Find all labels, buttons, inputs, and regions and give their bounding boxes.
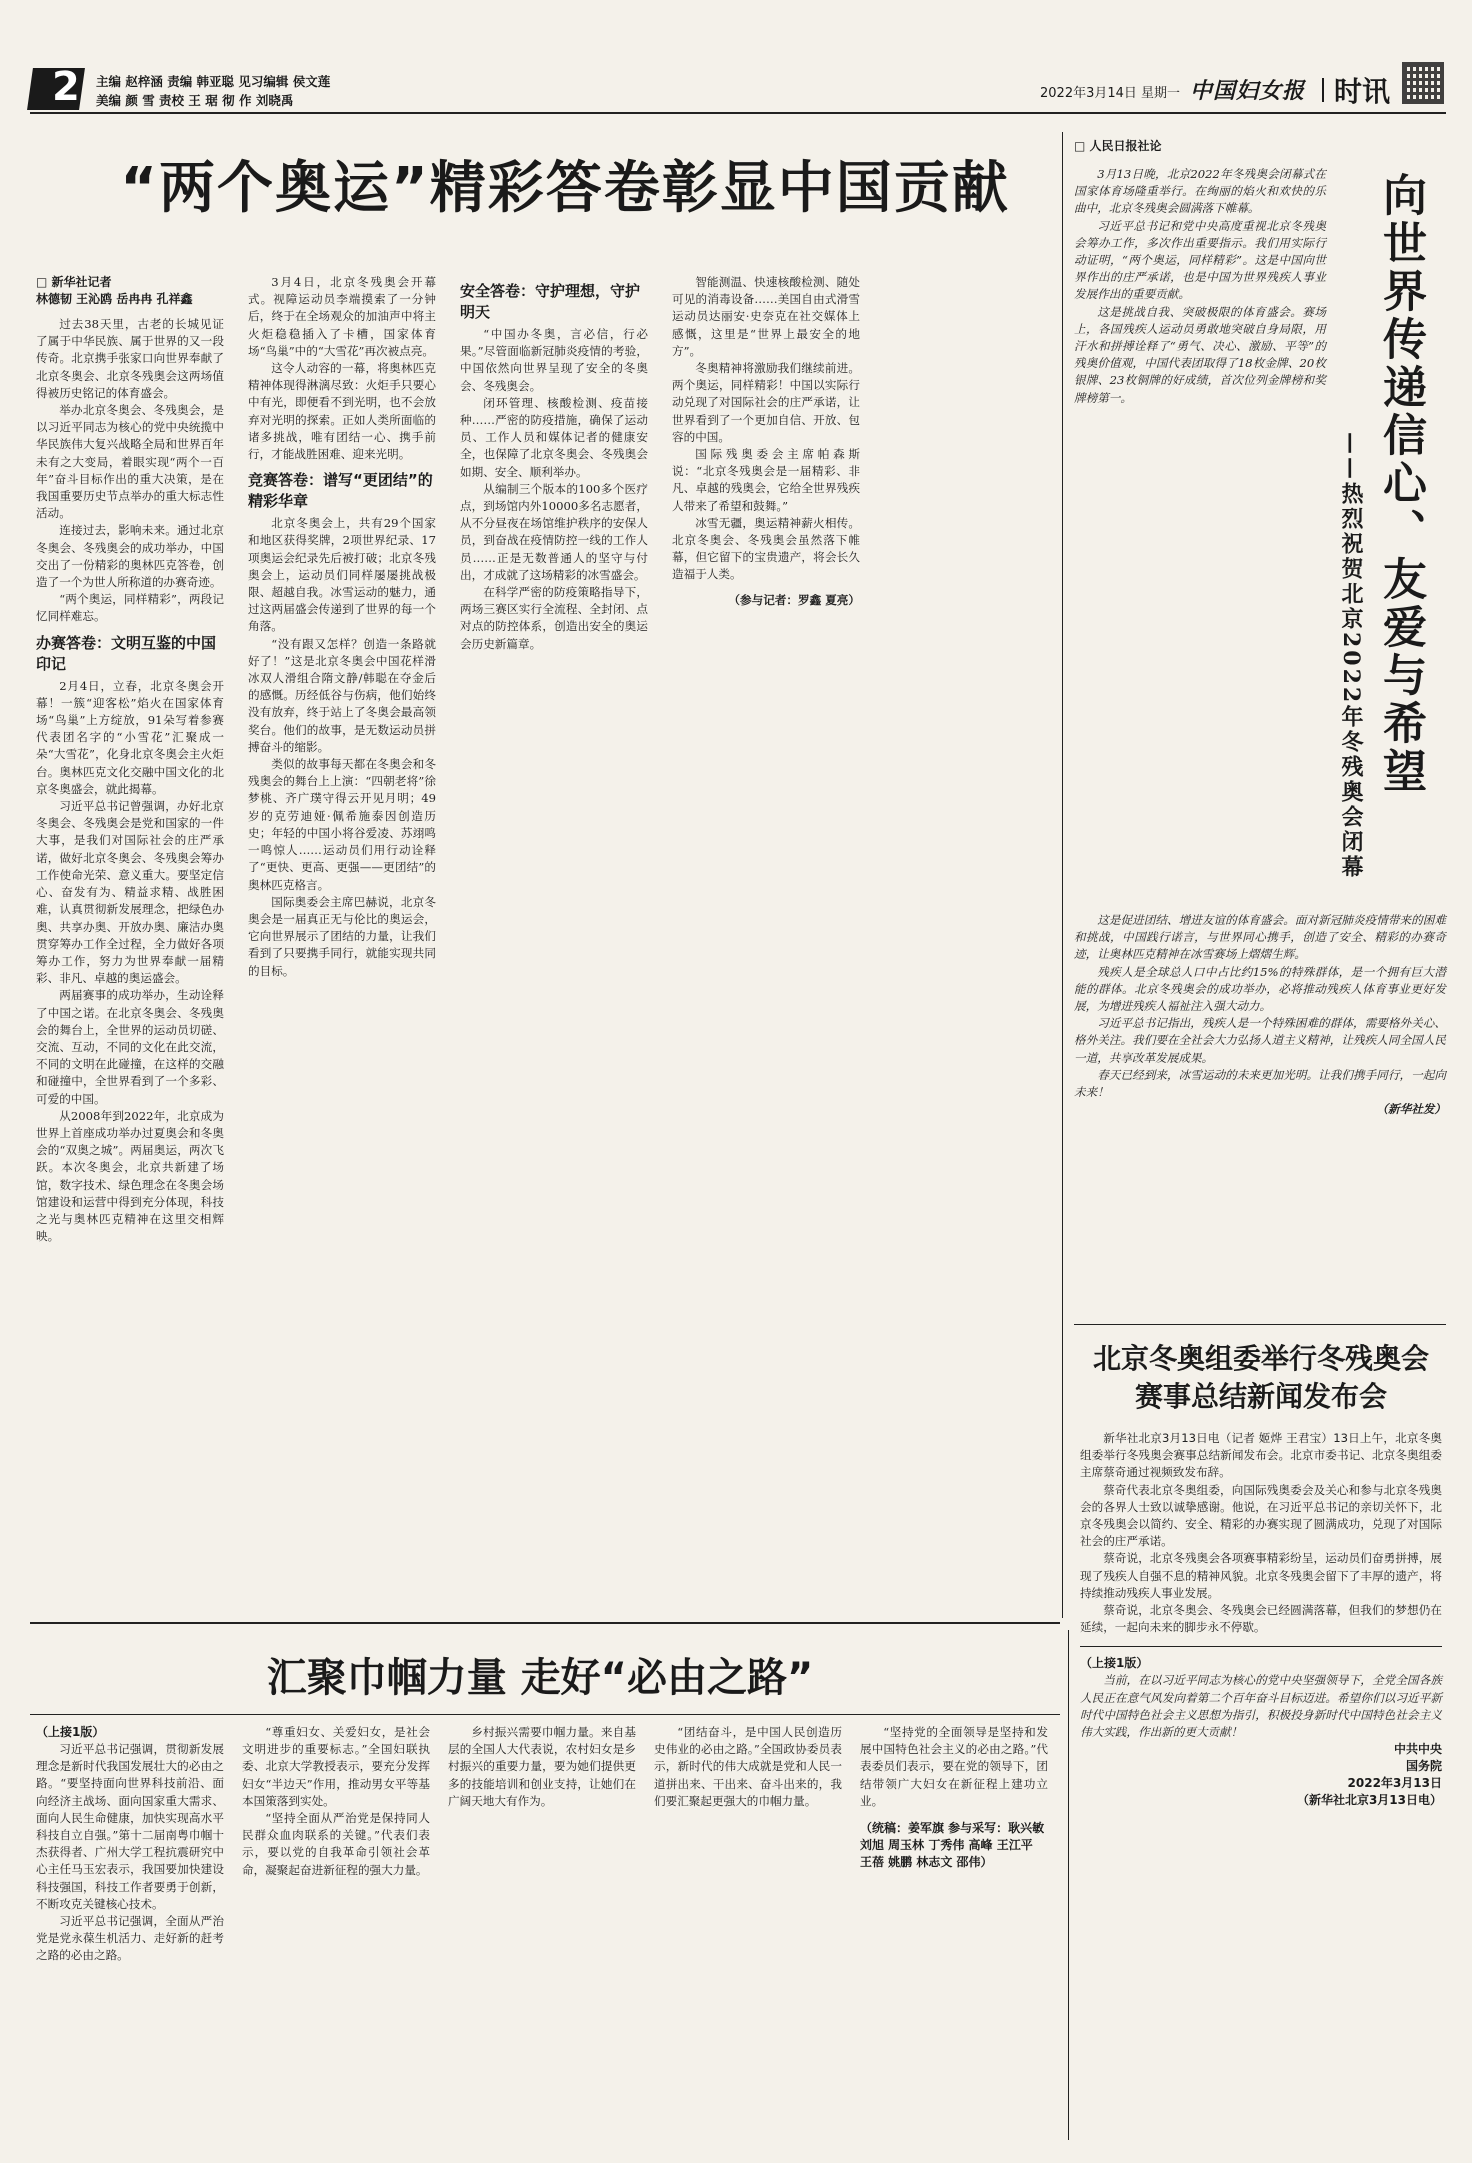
main-para: 冰雪无疆，奥运精神薪火相传。北京冬奥会、冬残奥会虽然落下帷幕，但它留下的宝贵遗产，将会长久造福于人类。 [672, 515, 860, 582]
main-para: 3月4日，北京冬残奥会开幕式。视障运动员李端摸索了一分钟后，终于在全场观众的加油声中将主火炬稳稳插入了卡槽，国家体育场“鸟巢”中的“大雪花”再次被点亮。 [248, 275, 436, 358]
editorial-title: 向世界传递信心、友爱与希望 [1375, 172, 1426, 796]
page-header [0, 0, 1472, 112]
editorial-subtitle: ——热烈祝贺北京2022年冬残奥会闭幕 [1338, 432, 1364, 881]
main-para: 过去38天里，古老的长城见证了属于中华民族、属于世界的又一段传奇。北京携手张家口向世界奉献了北京冬奥会、北京冬残奥会这两场值得被历史铭记的体育盛会。 [36, 317, 224, 400]
main-para: 国际奥委会主席巴赫说，北京冬奥会是一届真正无与伦比的奥运会，它向世界展示了团结的力量，让我们看到了只要携手同行，就能实现共同的目标。 [248, 894, 436, 978]
main-para: “中国办冬奥，言必信，行必果。”尽管面临新冠肺炎疫情的考验，中国依然向世界呈现了安全的冬奥会、冬残奥会。 [460, 327, 648, 393]
main-para: 从编制三个版本的100多个医疗点，到场馆内外10000多名志愿者，从不分昼夜在场馆维护秩序的安保人员，到奋战在疫情防控一线的工作人员……正是无数普通人的坚守与付出，才成就了这场精彩的冰雪盛会。 [460, 481, 648, 582]
bottom-para: “尊重妇女、关爱妇女，是社会文明进步的重要标志。”全国妇联执委、北京大学教授表示，要充分发挥妇女“半边天”作用，推动男女平等基本国策落到实处。 [242, 1725, 430, 1808]
editorial [1074, 132, 1446, 1322]
main-article [36, 274, 1076, 1590]
lower-column-divider [1068, 1630, 1069, 2140]
main-para: 智能测温、快速核酸检测、随处可见的消毒设备……美国自由式滑雪运动员达丽安·史奈克在社交媒体上感慨，这里是“世界上最安全的地方”。 [672, 275, 860, 358]
letter-signer-2: 国务院 [1405, 1759, 1442, 1774]
section-name: 时讯 [1334, 75, 1391, 108]
main-col-3 [460, 274, 648, 653]
bottom-headline: 汇聚巾帼力量 走好“必由之路” [266, 1655, 814, 1701]
editorial-para: 习近平总书记和党中央高度重视北京冬残奥会筹办工作，多次作出重要指示。我们用实际行动证明，“两个奥运，同样精彩”。这是中国向世界作出的庄严承诺，也是中国为世界残疾人事业发展作出的重要贡献。 [1074, 218, 1326, 302]
editorial-bottom-rule [1074, 1324, 1446, 1325]
press-conf-lead: 新华社北京3月13日电（记者 姬烨 王君宝）13日上午，北京冬奥组委举行冬残奥会赛事总结新闻发布会。北京市委书记、北京冬奥组委主席蔡奇通过视频致发布辞。 [1080, 1431, 1442, 1480]
main-para: 这令人动容的一幕，将奥林匹克精神体现得淋漓尽致：火炬手只要心中有光，即便看不到光明，也不会放弃对光明的探索。正如人类所面临的诸多挑战，唯有团结一心、携手前行，才能战胜困难、迎来光明。 [248, 361, 436, 462]
column-divider [1062, 132, 1063, 1618]
bottom-headline-rule [30, 1714, 1060, 1715]
main-para: 闭环管理、核酸检测、疫苗接种……严密的防疫措施，确保了运动员、工作人员和媒体记者的健康安全，也保障了北京冬奥会、冬残奥会如期、安全、顺利举办。 [460, 395, 648, 479]
press-conf-para: 蔡奇代表北京冬奥组委，向国际残奥委会及关心和参与北京冬残奥会的各界人士致以诚挚感谢。他说，在习近平总书记的亲切关怀下，北京冬残奥会以简约、安全、精彩的办赛实现了圆满成功，兑现了对国际社会的庄严承诺。 [1080, 1482, 1442, 1549]
bottom-col-4 [654, 1724, 842, 1810]
press-conf-title: 北京冬奥组委举行冬残奥会赛事总结新闻发布会 [1092, 1342, 1429, 1413]
main-para: 北京冬奥会上，共有29个国家和地区获得奖牌，2项世界纪录、17项奥运会纪录先后被打破；北京冬残奥会上，运动员们同样屡屡挑战极限、超越自我。冰雪运动的魅力，通过这两届盛会传递到了世界的每一个角落。 [248, 516, 436, 634]
main-para: “没有跟又怎样？创造一条路就好了！”这是北京冬奥会中国花样滑冰双人滑组合隋文静/韩聪在夺金后的感慨。历经低谷与伤病，他们始终没有放弃，终于站上了冬奥会最高领奖台。他们的故事，是无数运动员拼搏奋斗的缩影。 [248, 636, 436, 754]
main-para: 2月4日，立春，北京冬奥会开幕！一簇“迎客松”焰火在国家体育场“鸟巢”上方绽放，91朵写着参赛代表团名字的“小雪花”汇聚成一朵“大雪花”，化身北京冬奥会主火炬台。奥林匹克文化交融中国文化的北京冬奥盛会，就此揭幕。 [36, 678, 224, 796]
press-conf-divider [1080, 1646, 1442, 1647]
qr-code-icon [1402, 62, 1444, 104]
main-para: 举办北京冬奥会、冬残奥会，是以习近平同志为核心的党中央统揽中华民族伟大复兴战略全局和世界百年未有之大变局，着眼实现“两个一百年”奋斗目标作出的重大决策，是在我国重要历史节点举办的重大标志性活动。 [36, 403, 224, 521]
editorial-para: 春天已经到来，冰雪运动的未来更加光明。让我们携手同行，一起向未来！ [1074, 1067, 1446, 1100]
bottom-col-5 [860, 1724, 1048, 1871]
staff-line-1: 主编 赵梓涵 责编 韩亚聪 见习编辑 侯文莲 [96, 74, 331, 89]
header-divider [1322, 78, 1324, 102]
main-col-4 [672, 274, 860, 609]
editorial-para: 残疾人是全球总人口中占比约15%的特殊群体，是一个拥有巨大潜能的群体。北京冬残奥会的成功举办，必将推动残疾人体育事业更好发展，为增进残疾人福祉注入强大动力。 [1074, 964, 1446, 1014]
staff-line-2: 美编 颜 雪 责校 王 琚 彻 作 刘晓禹 [96, 93, 294, 108]
bottom-credits: （统稿：姜军旗 参与采写：耿兴敏 刘旭 周玉林 丁秀伟 高峰 王江平 王蓓 姚鹏 林志文 邵伟） [860, 1821, 1045, 1870]
letter-date: 2022年3月13日 [1347, 1776, 1442, 1791]
bottom-para: 乡村振兴需要巾帼力量。来自基层的全国人大代表说，农村妇女是乡村振兴的重要力量，要为她们提供更多的技能培训和创业支持，让她们在广阔天地大有作为。 [448, 1725, 636, 1808]
bottom-para: “坚持党的全面领导是坚持和发展中国特色社会主义的必由之路。”代表委员们表示，要在党的领导下，团结带领广大妇女在新征程上建功立业。 [860, 1725, 1048, 1808]
main-subhead-1: 办赛答卷：文明互鉴的中国印记 [36, 633, 217, 673]
bottom-col-2 [242, 1724, 430, 1879]
bottom-col-1 [36, 1724, 224, 1965]
press-conf-para: 蔡奇说，北京冬奥会、冬残奥会已经圆满落幕，但我们的梦想仍在延续，一起向未来的脚步永不停歇。 [1080, 1603, 1442, 1635]
letter-source: （新华社北京3月13日电） [1296, 1793, 1442, 1808]
editorial-para: 这是挑战自我、突破极限的体育盛会。赛场上，各国残疾人运动员勇敢地突破自身局限，用汗水和拼搏诠释了“勇气、决心、激励、平等”的残奥价值观，中国代表团取得了18枚金牌、20枚银牌、23枚铜牌的好成绩，首次位列金牌榜和奖牌榜第一。 [1074, 304, 1326, 405]
bottom-col-3 [448, 1724, 636, 1810]
editorial-source: □ 人民日报社论 [1074, 139, 1162, 153]
main-para: 在科学严密的防疫策略指导下，两场三赛区实行全流程、全封闭、点对点的防控体系，创造出安全的奥运会历史新篇章。 [460, 585, 648, 651]
main-col-1 [36, 274, 224, 1245]
bottom-para: “团结奋斗，是中国人民创造历史伟业的必由之路。”全国政协委员表示，新时代的伟大成就是党和人民一道拼出来、干出来、奋斗出来的，我们要汇聚起更强大的巾帼力量。 [654, 1725, 842, 1808]
main-para: 类似的故事每天都在冬奥会和冬残奥会的舞台上上演：“四朝老将”徐梦桃、齐广璞守得云开见月明；49岁的克劳迪娅·佩希施泰因创造历史；年轻的中国小将谷爱凌、苏翊鸣一鸣惊人……运动员们用行动诠释了“更快、更高、更强——更团结”的奥林匹克格言。 [248, 757, 436, 892]
byline-authors: 林德韧 王沁鸥 岳冉冉 孔祥鑫 [36, 292, 193, 306]
editorial-body [1074, 166, 1326, 407]
main-subhead-3: 安全答卷：守护理想，守护明天 [460, 282, 641, 321]
main-headline: “两个奥运”精彩答卷彰显中国贡献 [120, 156, 1010, 221]
letter-para: 当前，在以习近平同志为核心的党中央坚强领导下，全党全国各族人民正在意气风发向着第二个百年奋斗目标迈进。希望你们以习近平新时代中国特色社会主义思想为指引，积极投身新时代中国特色社会主义伟大实践，作出新的更大贡献！ [1080, 1673, 1442, 1740]
letter-signer-1: 中共中央 [1393, 1742, 1442, 1757]
press-conf-article [1080, 1336, 1442, 2136]
page-number: 2 [52, 64, 80, 110]
main-para: 冬奥精神将激励我们继续前进。两个奥运，同样精彩！中国以实际行动兑现了对国际社会的庄严承诺，让世界看到了一个更加自信、开放、包容的中国。 [672, 361, 860, 444]
bottom-article [36, 1724, 1060, 2144]
bottom-para: “坚持全面从严治党是保持同人民群众血肉联系的关键。”代表们表示，要以党的自我革命引领社会革命，凝聚起奋进新征程的强大力量。 [242, 1811, 430, 1877]
byline-label: □ 新华社记者 [36, 275, 112, 289]
paper-logo: 中国妇女报 [1190, 78, 1306, 104]
bottom-para: 习近平总书记强调，全面从严治党是党永葆生机活力、走好新的赶考之路的必由之路。 [36, 1914, 224, 1963]
editorial-para: 这是促进团结、增进友谊的体育盛会。面对新冠肺炎疫情带来的困难和挑战，中国践行诺言，与世界同心携手，创造了安全、精彩的办赛奇迹，让奥林匹克精神在冰雪赛场上熠熠生辉。 [1074, 913, 1446, 962]
bottom-continued-label: （上接1版） [36, 1725, 105, 1739]
editorial-para: 习近平总书记指出，残疾人是一个特殊困难的群体，需要格外关心、格外关注。我们要在全社会大力弘扬人道主义精神，让残疾人同全国人民一道，共享改革发展成果。 [1074, 1016, 1446, 1065]
bottom-para: 习近平总书记强调，贯彻新发展理念是新时代我国发展壮大的必由之路。“要坚持面向世界科技前沿、面向经济主战场、面向国家重大需求、面向人民生命健康，加快实现高水平科技自立自强。”第十二届南粤巾帼十杰获得者、广州大学工程抗震研究中心主任马玉宏表示，我国要加快建设科技强国，科技工作者要勇于创新，不断攻克关键核心技术。 [36, 1742, 224, 1911]
bottom-section-rule [30, 1622, 1060, 1624]
editorial-signoff: （新华社发） [1376, 1102, 1446, 1117]
main-para: 两届赛事的成功举办，生动诠释了中国之诺。在北京冬奥会、冬残奥会的舞台上，全世界的运动员切磋、交流、互动，不同的文化在此交流，不同的文明在此碰撞，在这样的交融和碰撞中，全世界看到了一个多彩、可爱的中国。 [36, 988, 224, 1106]
editorial-body-lower [1074, 912, 1446, 1118]
main-para: 从2008年到2022年，北京成为世界上首座成功举办过夏奥会和冬奥会的“双奥之城”。两届奥运，两次飞跃。本次冬奥会，北京共新建了场馆，数字技术、绿色理念在冬奥会场馆建设和运营中得到充分体现，科技之光与奥林匹克精神在这里交相辉映。 [36, 1108, 224, 1244]
main-para: 习近平总书记曾强调，办好北京冬奥会、冬残奥会是党和国家的一件大事，是我们对国际社会的庄严承诺，做好北京冬奥会、冬残奥会筹办工作使命光荣、意义重大。要坚定信心、奋发有为、精益求精、战胜困难，认真贯彻新发展理念，把绿色办奥、共享办奥、开放办奥、廉洁办奥贯穿筹办工作全过程，全力做好各项筹办工作，努力为世界奉献一届精彩、非凡、卓越的奥运盛会。 [36, 799, 224, 986]
main-para: 国际残奥委会主席帕森斯说：“北京冬残奥会是一届精彩、非凡、卓越的残奥会，它给全世界残疾人带来了希望和鼓舞。” [672, 447, 860, 513]
article-credits: （参与记者：罗鑫 夏亮） [728, 592, 860, 607]
continued-label: （上接1版） [1080, 1656, 1149, 1671]
header-rule [30, 112, 1446, 114]
issue-date: 2022年3月14日 星期一 [1040, 86, 1181, 101]
main-para: 连接过去，影响未来。通过北京冬奥会、冬残奥会的成功举办，中国交出了一份精彩的奥林匹克答卷，创造了一个为世人所称道的办赛奇迹。 [36, 523, 224, 590]
main-para: “两个奥运，同样精彩”，两段记忆同样难忘。 [36, 592, 224, 624]
press-conf-para: 蔡奇说，北京冬残奥会各项赛事精彩纷呈，运动员们奋勇拼搏，展现了残疾人自强不息的精神风貌。北京冬残奥会留下了丰厚的遗产，将持续推动残疾人事业发展。 [1080, 1551, 1442, 1600]
main-col-2 [248, 274, 436, 980]
main-subhead-2: 竞赛答卷：谱写“更团结”的精彩华章 [248, 471, 433, 511]
editorial-para: 3月13日晚，北京2022年冬残奥会闭幕式在国家体育场隆重举行。在绚丽的焰火和欢快的乐曲中，北京冬残奥会圆满落下帷幕。 [1074, 167, 1326, 216]
